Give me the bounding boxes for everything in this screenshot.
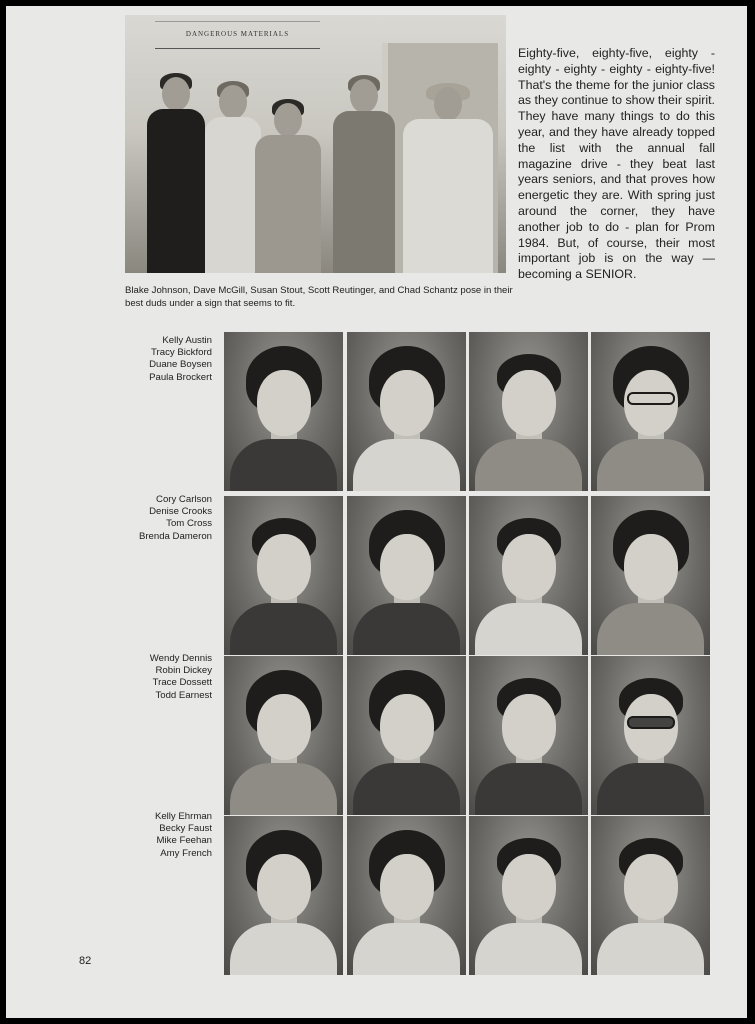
student-name: Duane Boysen xyxy=(149,359,212,371)
student-portrait xyxy=(591,496,710,655)
row-2-names xyxy=(62,494,212,543)
student-portrait xyxy=(591,332,710,491)
student-name: Tom Cross xyxy=(166,518,212,530)
student-name: Brenda Dameron xyxy=(138,530,212,542)
photo-caption: Blake Johnson, Dave McGill, Susan Stout, Scott Reutinger, and Chad Schantz pose in their best duds under a sign that seems to fit. xyxy=(125,285,513,309)
person-figure xyxy=(403,87,493,273)
student-portrait xyxy=(469,656,588,815)
student-name: Mike Feehan xyxy=(156,835,212,847)
page-number: 82 xyxy=(79,955,92,967)
student-name: Tracy Bickford xyxy=(151,347,212,359)
student-name: Todd Earnest xyxy=(155,689,212,701)
yearbook-page xyxy=(6,6,747,1018)
row-1-names xyxy=(62,335,212,384)
junior-class-story: Eighty-five, eighty-five, eighty - eighty - eighty - eighty - eighty-five! That's the theme for the junior class as they continue to show their spirit. They have many things to do this year, and they have already topped the list with the annual fall magazine drive - they beat last years seniors, and that proves how energetic they are. With spring just around the corner, they have another job to do - plan for Prom 1984. But, of course, their most important job is on the way — becoming a SENIOR. xyxy=(518,46,715,282)
row-3-names xyxy=(62,653,212,702)
glasses-icon xyxy=(627,716,675,729)
student-portrait xyxy=(347,816,466,975)
person-figure xyxy=(255,103,321,273)
student-name: Kelly Ehrman xyxy=(154,811,212,822)
student-name: Becky Faust xyxy=(159,823,212,835)
student-name: Amy French xyxy=(160,847,212,859)
student-portrait xyxy=(224,496,343,655)
student-name: Paula Brockert xyxy=(149,371,212,383)
student-portrait xyxy=(591,656,710,815)
student-name: Denise Crooks xyxy=(149,506,212,518)
student-name: Kelly Austin xyxy=(162,335,212,346)
student-portrait xyxy=(469,816,588,975)
student-name: Trace Dossett xyxy=(152,677,212,689)
student-portrait xyxy=(347,496,466,655)
student-portrait xyxy=(224,816,343,975)
student-name: Wendy Dennis xyxy=(149,653,212,664)
group-photo xyxy=(125,15,506,273)
student-portrait xyxy=(591,816,710,975)
person-figure xyxy=(205,85,261,273)
student-name: Cory Carlson xyxy=(156,494,212,505)
person-figure xyxy=(147,77,205,273)
dangerous-materials-sign: DANGEROUS MATERIALS xyxy=(155,21,320,49)
student-name: Robin Dickey xyxy=(155,665,212,677)
row-4-names xyxy=(62,811,212,860)
student-portrait xyxy=(347,656,466,815)
glasses-icon xyxy=(627,392,675,405)
student-portrait xyxy=(224,656,343,815)
person-figure xyxy=(333,79,395,273)
student-portrait xyxy=(469,496,588,655)
student-portrait xyxy=(469,332,588,491)
student-portrait xyxy=(347,332,466,491)
student-portrait xyxy=(224,332,343,491)
